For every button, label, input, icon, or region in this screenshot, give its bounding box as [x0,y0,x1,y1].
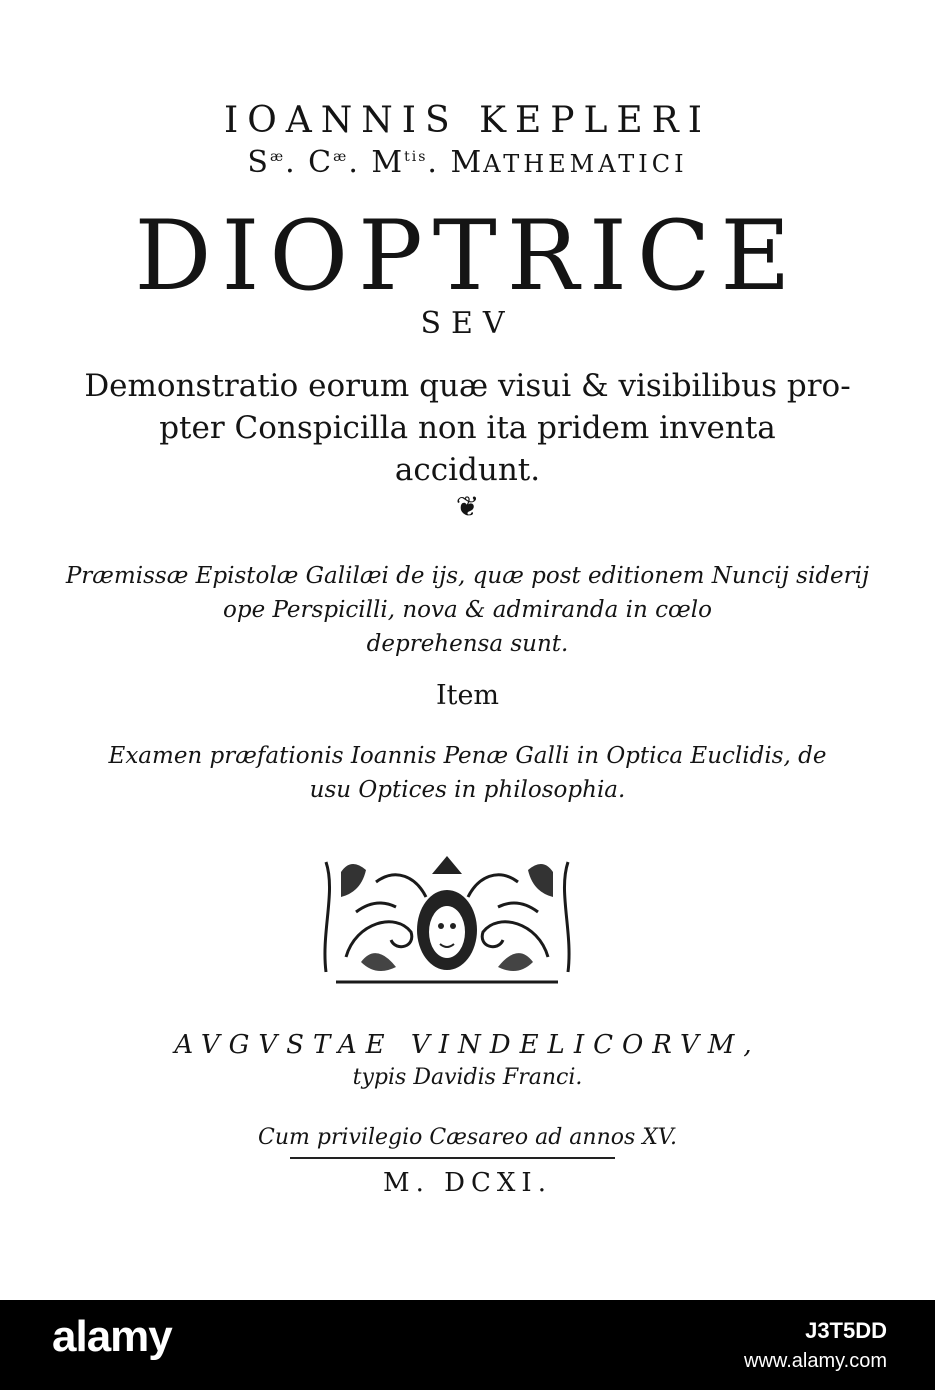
watermark-logo: alamy [52,1312,172,1361]
publication-year: M. DCXI. [383,1168,552,1198]
main-title: DIOPTRICE [134,200,801,312]
office-sup-1: æ [269,149,286,165]
imprint-place: AVGVSTAE VINDELICORVM, [174,1030,761,1060]
premissa-line-1: Præmissæ Epistolæ Galilæi de ijs, quæ post editionem Nuncij siderij [65,563,870,589]
description-line-3: accidunt. [394,452,541,488]
author-line: IOANNIS KEPLERI [224,100,711,141]
examen-line-1: Examen præfationis Ioannis Penæ Galli in Optica Euclidis, de [108,743,827,769]
divider-rule [290,1157,615,1159]
office-prefix: S [247,145,270,180]
watermark-url: www.alamy.com [744,1350,887,1372]
watermark-image-id: J3T5DD [805,1318,887,1343]
description-line-2: pter Conspicilla non ita pridem inventa [159,410,776,446]
privilege-line: Cum privilegio Cæsareo ad annos XV. [258,1125,677,1150]
office-sup-2: æ [333,149,349,165]
seu-line: SEV [420,306,515,341]
office-mid-1: . C [285,145,334,180]
examen-line-2: usu Optices in philosophia. [309,777,626,803]
printers-ornament-icon [316,852,578,990]
premissa-line-2: ope Perspicilli, nova & admiranda in cœlo [223,597,712,623]
fleuron-icon: ❦ [455,490,480,523]
premissa-line-3: deprehensa sunt. [366,631,569,657]
office-mid-2: . M [348,145,405,180]
office-small-caps: ATHEMATICI [483,150,688,178]
description-line-1: Demonstratio eorum quæ visui & visibilibus pro- [84,368,851,404]
office-mid-3: . M [427,145,484,180]
item-line: Item [435,680,500,711]
office-line [0,145,935,180]
office-sup-3: tis [404,149,428,165]
imprint-printer: typis Davidis Franci. [352,1065,583,1090]
